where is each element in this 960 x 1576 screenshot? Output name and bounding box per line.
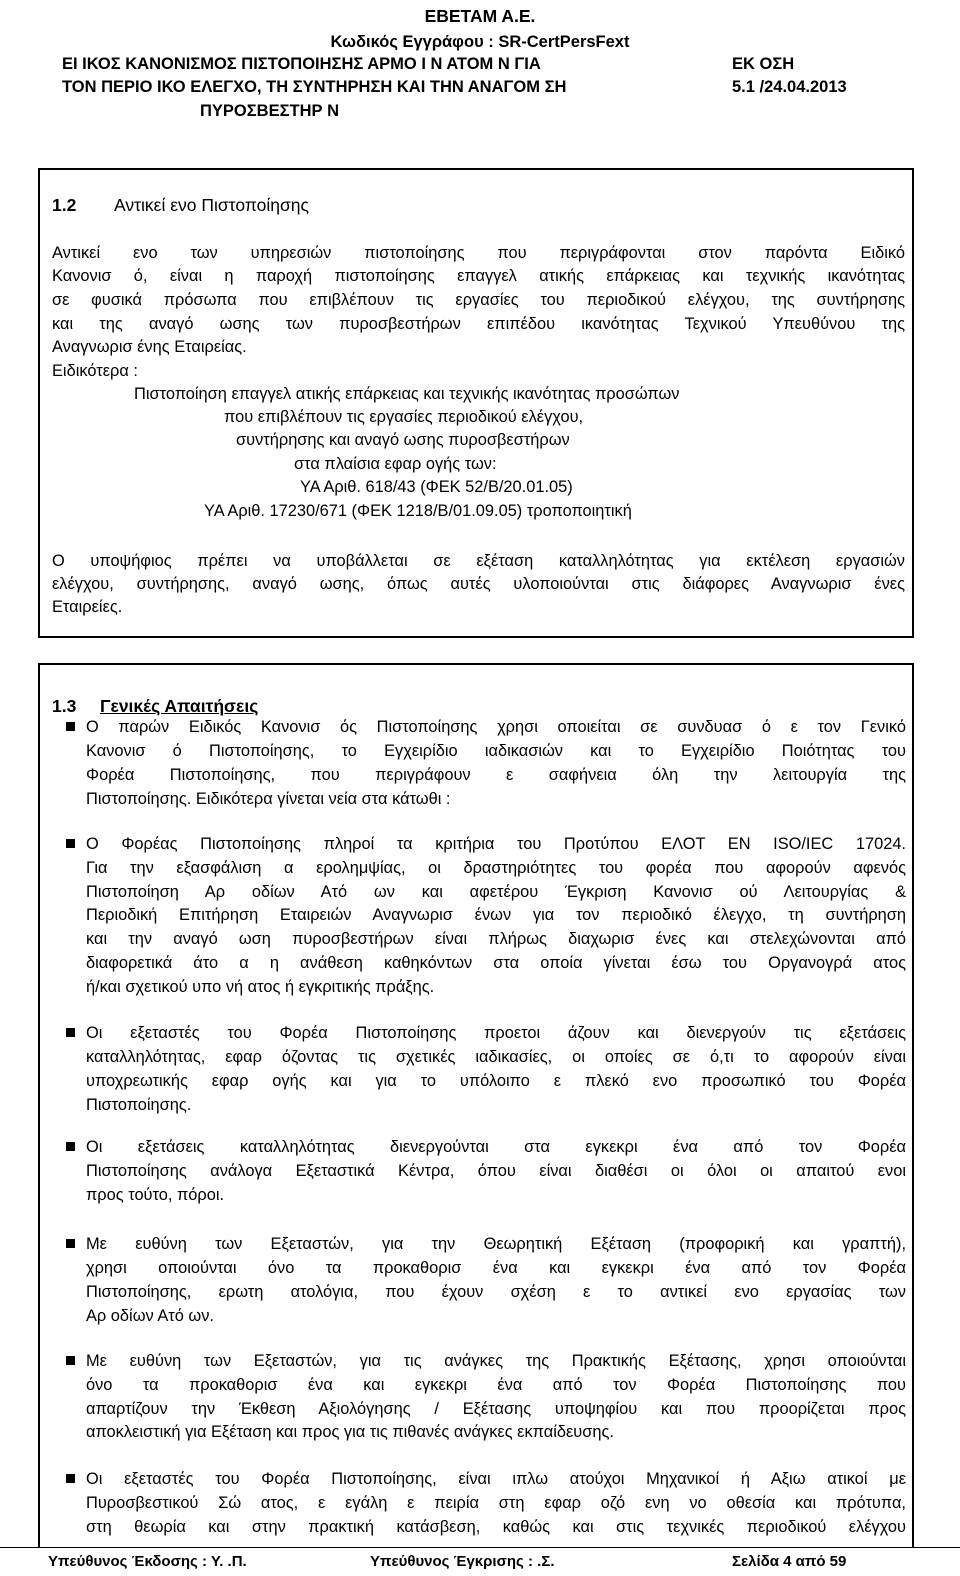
document-title-line-1: ΕΙ ΙΚΟΣ ΚΑΝΟΝΙΣΜΟΣ ΠΙΣΤΟΠΟΙΗΣΗΣ ΑΡΜΟ Ι Ν ΑΤΟΜ Ν ΓΙΑ xyxy=(62,55,541,73)
paragraph-line: ελέγχου, συντήρησης, αναγό ωσης, όπως αυτές υλοποιούνται στις διάφορες Αναγνωρισ ένες xyxy=(52,575,905,593)
bullet-text: Οι εξεταστές του Φορέα Πιστοποίησης προετοι άζουν και διενεργούν τις εξετάσεις xyxy=(86,1024,906,1042)
bullet-icon xyxy=(66,1142,75,1151)
centered-line: συντήρησης και αναγό ωσης πυροσβεστήρων xyxy=(236,431,570,449)
bullet-text: Πιστοποίηση Αρ οδίων Ατό ων και αφετέρου Έγκριση Κανονισ ού Λειτουργίας & xyxy=(86,883,906,901)
bullet-text: Οι εξεταστές του Φορέα Πιστοποίησης, είναι ιπλω ατούχοι Μηχανικοί ή Αξιω ατικοί με xyxy=(86,1470,906,1488)
paragraph-line: Αναγνωρισ ένης Εταιρείας. xyxy=(52,338,247,356)
bullet-text: Πυροσβεστικού Σώ ατος, ε εγάλη ε πειρία στη εφαρ οζό ενη νο οθεσία και πρότυπα, xyxy=(86,1494,906,1512)
document-title-line-3: ΠΥΡΟΣΒΕΣΤΗΡ Ν xyxy=(200,102,339,120)
bullet-icon xyxy=(66,839,75,848)
bullet-text: χρησι οποιούνται όνο τα προκαθορισ ένα και εγκεκρι ένα από τον Φορέα xyxy=(86,1259,906,1277)
paragraph-line: σε φυσικά πρόσωπα που επιβλέπουν τις εργασίες του περιοδικού ελέγχου, της συντήρησης xyxy=(52,291,905,309)
bullet-text: Φορέα Πιστοποίησης, που περιγράφουν ε σαφήνεια όλη την λειτουργία της xyxy=(86,766,906,784)
bullet-text: Πιστοποίησης, ερωτη ατολόγια, που έχουν σχέση ε το αντικεί ενο εργασίας των xyxy=(86,1283,906,1301)
approver-label: Υπεύθυνος Έγκρισης : .Σ. xyxy=(370,1553,555,1570)
document-header xyxy=(0,0,960,130)
bullet-text: Με ευθύνη των Εξεταστών, για τις ανάγκες της Πρακτικής Εξέτασης, χρησι οποιούνται xyxy=(86,1352,906,1370)
edition-value: 5.1 /24.04.2013 xyxy=(732,78,847,96)
bullet-text: υποχρεωτικής εφαρ ογής και για το υπόλοιπο ε πλεκό ενο προσωπικό του Φορέα xyxy=(86,1072,906,1090)
bullet-text: Με ευθύνη των Εξεταστών, για την Θεωρητική Εξέταση (προφορική και γραπτή), xyxy=(86,1235,906,1253)
bullet-icon xyxy=(66,1474,75,1483)
bullet-icon xyxy=(66,1239,75,1248)
bullet-text: Πιστοποίησης. Ειδικότερα γίνεται νεία στα κάτωθι : xyxy=(86,790,451,808)
centered-line: στα πλαίσια εφαρ ογής των: xyxy=(294,455,497,473)
document-code: Κωδικός Εγγράφου : SR-CertPersFext xyxy=(330,33,630,51)
bullet-text: προς τούτο, πόροι. xyxy=(86,1186,225,1204)
bullet-text: διαφορετικά άτο α η ανάθεση καθηκόντων στα οποία γίνεται έσω του Οργανογρά ατος xyxy=(86,954,906,972)
section-1-2-heading: Αντικεί ενο Πιστοποίησης xyxy=(114,195,309,215)
bullet-text: καταλληλότητας, εφαρ όζοντας τις σχετικές ιαδικασίες, οι οποίες σε ό,τι το αφορούν είναι xyxy=(86,1048,906,1066)
bullet-icon xyxy=(66,1356,75,1365)
company-name: ΕΒΕΤΑΜ Α.Ε. xyxy=(424,6,536,26)
centered-line: Πιστοποίηση επαγγελ ατικής επάρκειας και τεχνικής ικανότητας προσώπων xyxy=(134,385,680,403)
paragraph-line: Εταιρείες. xyxy=(52,598,123,616)
section-1-3-number: 1.3 xyxy=(52,696,77,716)
bullet-text: Για την εξασφάλιση α ερολημψίας, οι δραστηριότητες του φορέα που αφορούν αφενός xyxy=(86,859,906,877)
bullet-text: απαρτίζουν την Έκθεση Αξιολόγησης / Εξέτασης υποψηφίου και που προορίζεται προς xyxy=(86,1400,906,1418)
section-1-2-number: 1.2 xyxy=(52,195,77,215)
spec-label: Ειδικότερα : xyxy=(52,362,138,380)
document-footer xyxy=(0,1547,960,1576)
bullet-text: Ο Φορέας Πιστοποίησης πληροί τα κριτήρια του Προτύπου ΕΛΟΤ ΕΝ ISO/IEC 17024. xyxy=(86,835,906,853)
bullet-text: Ο παρών Ειδικός Κανονισ ός Πιστοποίησης χρησι οποιείται σε συνδυασ ό ε τον Γενικό xyxy=(86,718,906,736)
bullet-text: Κανονισ ό Πιστοποίησης, το Εγχειρίδιο ιαδικασιών και το Εγχειρίδιο Ποιότητας του xyxy=(86,742,906,760)
bullet-icon xyxy=(66,722,75,731)
paragraph-line: και της αναγό ωσης των πυροσβεστήρων επιπέδου ικανότητας Τεχνικού Υπευθύνου της xyxy=(52,315,905,333)
bullet-text: όνο τα προκαθορισ ένα και εγκεκρι ένα από τον Φορέα Πιστοποίησης που xyxy=(86,1376,906,1394)
centered-line: που επιβλέπουν τις εργασίες περιοδικού ελέγχου, xyxy=(224,408,584,426)
paragraph-line: Αντικεί ενο των υπηρεσιών πιστοποίησης που περιγράφονται στον παρόντα Ειδικό xyxy=(52,244,905,262)
bullet-text: Αρ οδίων Ατό ων. xyxy=(86,1307,214,1325)
bullet-text: Περιοδική Επιτήρηση Εταιρειών Αναγνωρισ ένων για τον περιοδικό έλεγχο, τη συντήρηση xyxy=(86,906,906,924)
bullet-icon xyxy=(66,1028,75,1037)
bullet-text: Πιστοποίησης. xyxy=(86,1096,192,1114)
issuer-label: Υπεύθυνος Έκδοσης : Υ. .Π. xyxy=(48,1553,247,1570)
regulation-line: ΥΑ Αριθ. 618/43 (ΦΕΚ 52/Β/20.01.05) xyxy=(300,478,573,496)
bullet-text: Οι εξετάσεις καταλληλότητας διενεργούνται στα εγκεκρι ένα από τον Φορέα xyxy=(86,1138,906,1156)
paragraph-line: Κανονισ ό, είναι η παροχή πιστοποίησης επαγγελ ατικής επάρκειας και τεχνικής ικανότητας xyxy=(52,267,905,285)
paragraph-line: Ο υποψήφιος πρέπει να υποβάλλεται σε εξέταση καταλληλότητας για εκτέλεση εργασιών xyxy=(52,552,905,570)
page-number: Σελίδα 4 από 59 xyxy=(732,1553,847,1570)
bullet-text: ή/και σχετικού υπο νή ατος ή εγκριτικής πράξης. xyxy=(86,978,435,996)
bullet-text: στη θεωρία και στην πρακτική κατάσβεση, καθώς και στις τεχνικές περιοδικού ελέγχου xyxy=(86,1518,906,1536)
document-title-line-2: ΤΟΝ ΠΕΡΙΟ ΙΚΟ ΕΛΕΓΧΟ, ΤΗ ΣΥΝΤΗΡΗΣΗ ΚΑΙ ΤΗΝ ΑΝΑΓΟΜ ΣΗ xyxy=(62,78,567,96)
bullet-text: Πιστοποίησης ανάλογα Εξεταστικά Κέντρα, όπου είναι διαθέσι οι όλοι οι απαιτού ενοι xyxy=(86,1162,906,1180)
edition-label: ΕΚ ΟΣΗ xyxy=(732,55,795,73)
bullet-text: και την αναγό ωση πυροσβεστήρων είναι πλήρως διαχωρισ ένες και στελεχώνονται από xyxy=(86,930,906,948)
section-1-3-heading: Γενικές Απαιτήσεις xyxy=(100,696,259,716)
regulation-line: ΥΑ Αριθ. 17230/671 (ΦΕΚ 1218/Β/01.09.05) τροποποιητική xyxy=(204,502,632,520)
bullet-text: αποκλειστική για Εξέταση και προς για τις πιθανές ανάγκες εκπαίδευσης. xyxy=(86,1423,614,1441)
